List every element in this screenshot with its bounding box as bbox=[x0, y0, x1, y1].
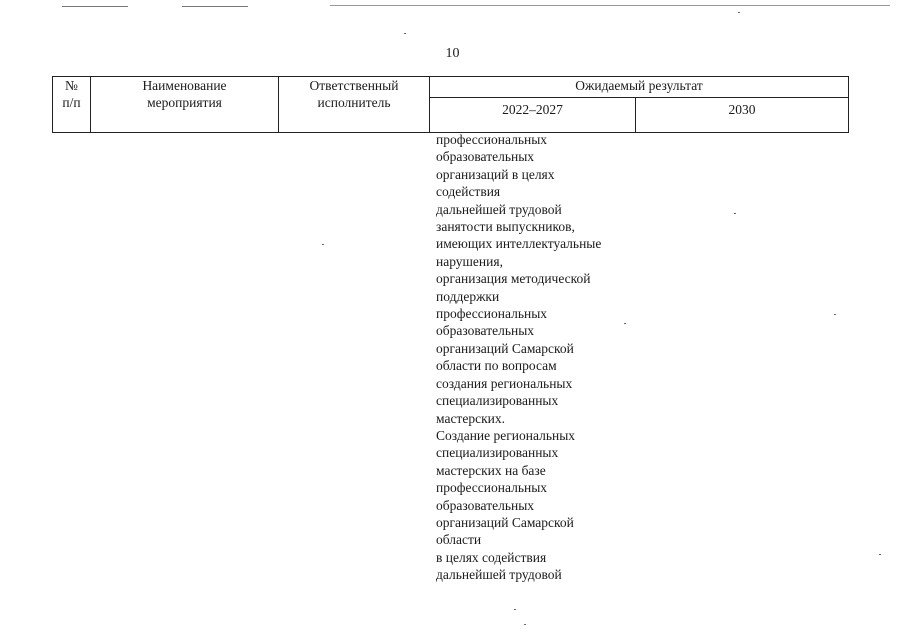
text-line: организаций в целях bbox=[436, 166, 555, 182]
header-cell-executor bbox=[279, 77, 430, 133]
header-cell-activity-name bbox=[91, 77, 279, 133]
text-line: содействия bbox=[436, 184, 501, 200]
text-line: области по вопросам bbox=[436, 358, 557, 374]
expected-result-text bbox=[436, 131, 601, 584]
header-cell-number bbox=[53, 77, 91, 133]
text-line: профессиональных bbox=[436, 306, 548, 322]
table-header bbox=[52, 76, 849, 133]
text-line: нарушения, bbox=[436, 253, 503, 269]
text-line: образовательных bbox=[436, 497, 535, 513]
scan-speck bbox=[879, 554, 881, 555]
scan-speck bbox=[404, 33, 406, 34]
text-line: поддержки bbox=[436, 288, 500, 304]
header-number-line-1: № bbox=[65, 78, 78, 93]
scan-speck bbox=[514, 609, 516, 610]
text-line: занятости выпускников, bbox=[436, 219, 575, 235]
text-line: образовательных bbox=[436, 323, 535, 339]
text-line: дальнейшей трудовой bbox=[436, 201, 562, 217]
header-executor-line-1: Ответственный bbox=[309, 78, 399, 93]
text-line: организаций Самарской bbox=[436, 340, 574, 356]
text-line: мастерских. bbox=[436, 410, 505, 426]
text-line: профессиональных bbox=[436, 132, 548, 147]
scan-speck bbox=[738, 12, 740, 13]
header-number-line-2: п/п bbox=[62, 95, 81, 110]
scan-edge-line bbox=[330, 5, 890, 6]
text-line: специализированных bbox=[436, 393, 559, 409]
header-cell-expected-result: Ожидаемый результат bbox=[430, 77, 849, 98]
text-line: организация методической bbox=[436, 271, 591, 287]
header-cell-period-2030: 2030 bbox=[636, 98, 849, 133]
header-cell-period-2022-2027: 2022–2027 bbox=[430, 98, 636, 133]
header-name-line-2: мероприятия bbox=[147, 95, 222, 110]
text-line: образовательных bbox=[436, 149, 535, 165]
text-line: области bbox=[436, 532, 482, 548]
text-line: создания региональных bbox=[436, 375, 573, 391]
scan-edge-line bbox=[182, 6, 248, 7]
text-line: имеющих интеллектуальные bbox=[436, 236, 602, 252]
text-line: организаций Самарской bbox=[436, 514, 574, 530]
text-line: Создание региональных bbox=[436, 427, 576, 443]
text-line: профессиональных bbox=[436, 480, 548, 496]
header-name-line-1: Наименование bbox=[142, 78, 227, 93]
header-executor-line-2: исполнитель bbox=[317, 95, 391, 110]
scan-edge-line bbox=[62, 6, 128, 7]
page-number: 10 bbox=[445, 46, 460, 61]
text-line: в целях содействия bbox=[436, 549, 547, 565]
scan-speck bbox=[834, 314, 836, 315]
scan-speck bbox=[524, 624, 526, 625]
text-line: специализированных bbox=[436, 445, 559, 461]
text-line: мастерских на базе bbox=[436, 462, 546, 478]
text-line: дальнейшей трудовой bbox=[436, 567, 562, 583]
scan-speck bbox=[624, 323, 626, 324]
scan-speck bbox=[734, 213, 736, 214]
scan-speck bbox=[322, 244, 324, 245]
